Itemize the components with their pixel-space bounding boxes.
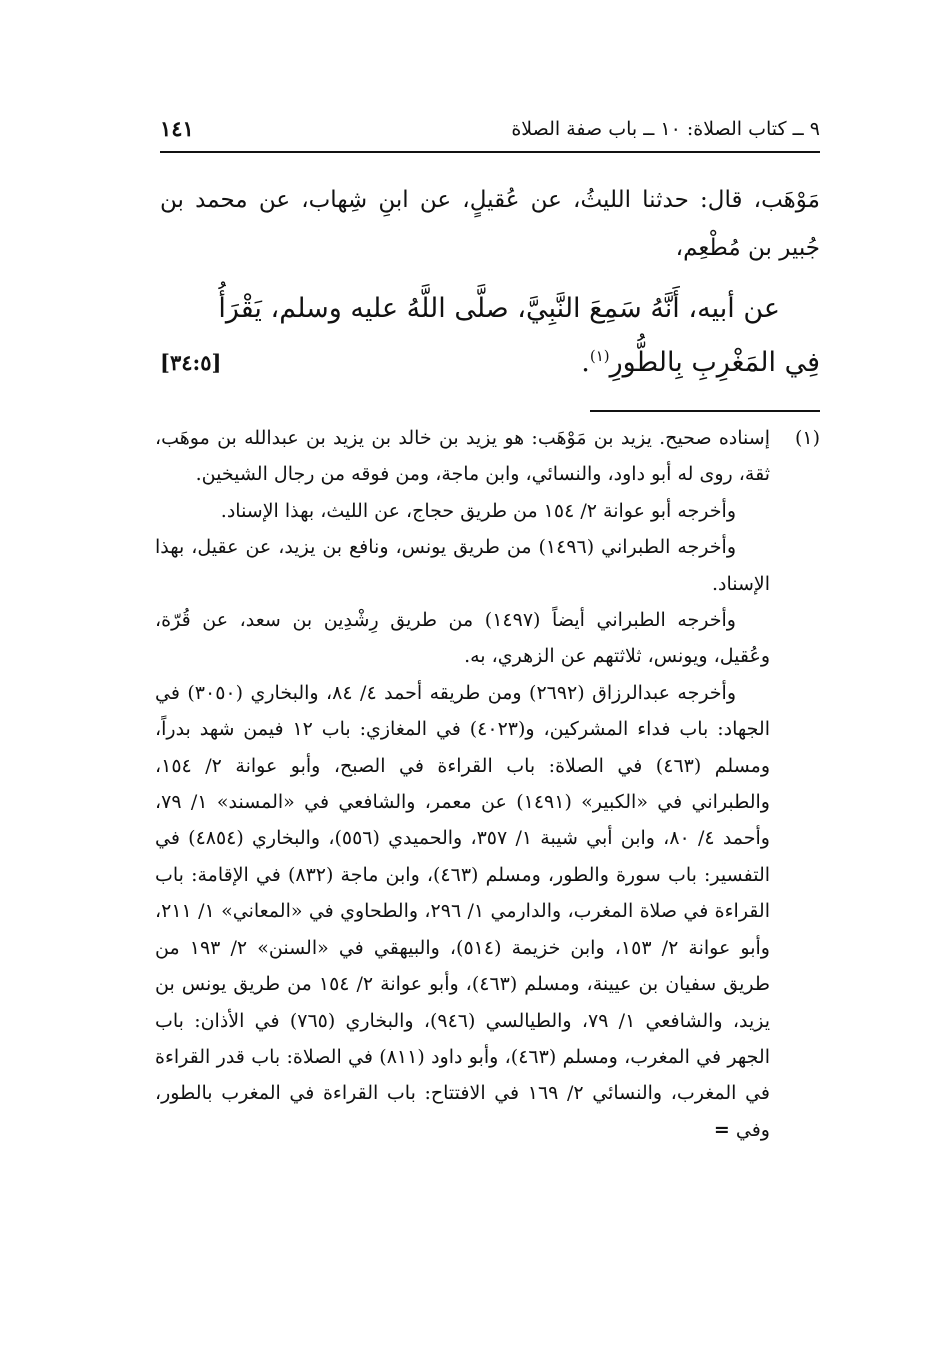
- matn-line-2-text: فِي المَغْرِبِ بِالطُّورِ: [609, 347, 820, 378]
- footnote-paragraph: وأخرجه الطبراني أيضاً (١٤٩٧) من طريق رِشْدِين بن سعد، عن قُرّة، وعُقيل، ويونس، ثلاثتهم عن الزهري، به.: [155, 609, 770, 668]
- footnote-paragraph-text: وأخرجه عبدالرزاق (٢٦٩٢) ومن طريقه أحمد ٤/ ٨٤، والبخاري (٣٠٥٠) في الجهاد: باب فداء المشركين، و(٤٠٢٣) في المغازي: باب ١٢ فيمن شهد بدراً، ومسلم (٤٦٣) في الصلاة: باب القراءة في الصبح، وأبو عوانة ٢/ ١٥٤، والطبراني في «الكبير» (١٤٩١) عن معمر، والشافعي في «المسند» ١/ ٧٩، وأحمد ٤/ ٨٠، وابن أبي شيبة ١/ ٣٥٧، والحميدي (٥٥٦)، والبخاري (٤٨٥٤) في التفسير: باب سورة والطور، ومسلم (٤٦٣)، وابن ماجة (٨٣٢) في الإقامة: باب القراءة في صلاة المغرب، والدارمي ١/ ٢٩٦، والطحاوي في «المعاني» ١/ ٢١١، وأبو عوانة ٢/ ١٥٣، وابن خزيمة (٥١٤)، والبيهقي في «السنن» ٢/ ١٩٣ من طريق سفيان بن عيينة، ومسلم (٤٦٣)، وأبو عوانة ٢/ ١٥٤ من طريق يونس بن يزيد، والشافعي ١/ ٧٩، والطيالسي (٩٤٦)، والبخاري (٧٦٥) في الأذان: باب الجهر في المغرب، ومسلم (٤٦٣)، وأبو داود (٨١١) في الصلاة: باب قدر القراءة في المغرب، والنسائي ٢/ ١٦٩ في الافتتاح: باب القراءة في المغرب بالطور، وفي: [155, 681, 771, 1141]
- hadith-isnad: مَوْهَب، قال: حدثنا الليثُ، عن عُقيلٍ، عن ابنِ شِهاب، عن محمد بن جُبير بن مُطْعِم،: [160, 187, 820, 261]
- page-header: [160, 114, 820, 148]
- footnote-reference: (١): [589, 347, 610, 365]
- footnotes: [155, 420, 820, 1148]
- source-reference: [٣٤:٥]: [160, 350, 222, 375]
- footnote-paragraph-last: [155, 675, 820, 1148]
- matn-line-1: عن أبيه، أَنَّهُ سَمِعَ النَّبِيَّ، صلَّى اللَّهُ عليه وسلم، يَقْرَأُ: [218, 293, 780, 324]
- running-head: ٩ ــ كتاب الصلاة: ١٠ ــ باب صفة الصلاة: [511, 118, 820, 140]
- continuation-mark: =: [713, 1118, 730, 1141]
- header-rule: [160, 151, 820, 153]
- matn-end-period: .: [581, 347, 590, 378]
- footnote-first-text: إسناده صحيح. يزيد بن مَوْهَب: هو يزيد بن خالد بن يزيد بن عبدالله بن موهَب، ثقة، روى له أبو داود، والنسائي، وابن ماجة، ومن فوقه من رجال الشيخين.: [155, 427, 770, 486]
- footnote-1: [155, 420, 820, 493]
- matn-line-2: [160, 336, 820, 390]
- footnote-paragraph: وأخرجه الطبراني (١٤٩٦) من طريق يونس، ونافع بن يزيد، عن عقيل، بهذا الإسناد.: [155, 536, 770, 595]
- footnote-rule: [590, 410, 820, 412]
- footnote-marker: (١): [794, 427, 820, 449]
- page-number: ١٤١: [160, 116, 194, 141]
- footnote-paragraph: وأخرجه أبو عوانة ٢/ ١٥٤ من طريق حجاج، عن الليث، بهذا الإسناد.: [220, 499, 736, 522]
- hadith-matn: [160, 282, 820, 390]
